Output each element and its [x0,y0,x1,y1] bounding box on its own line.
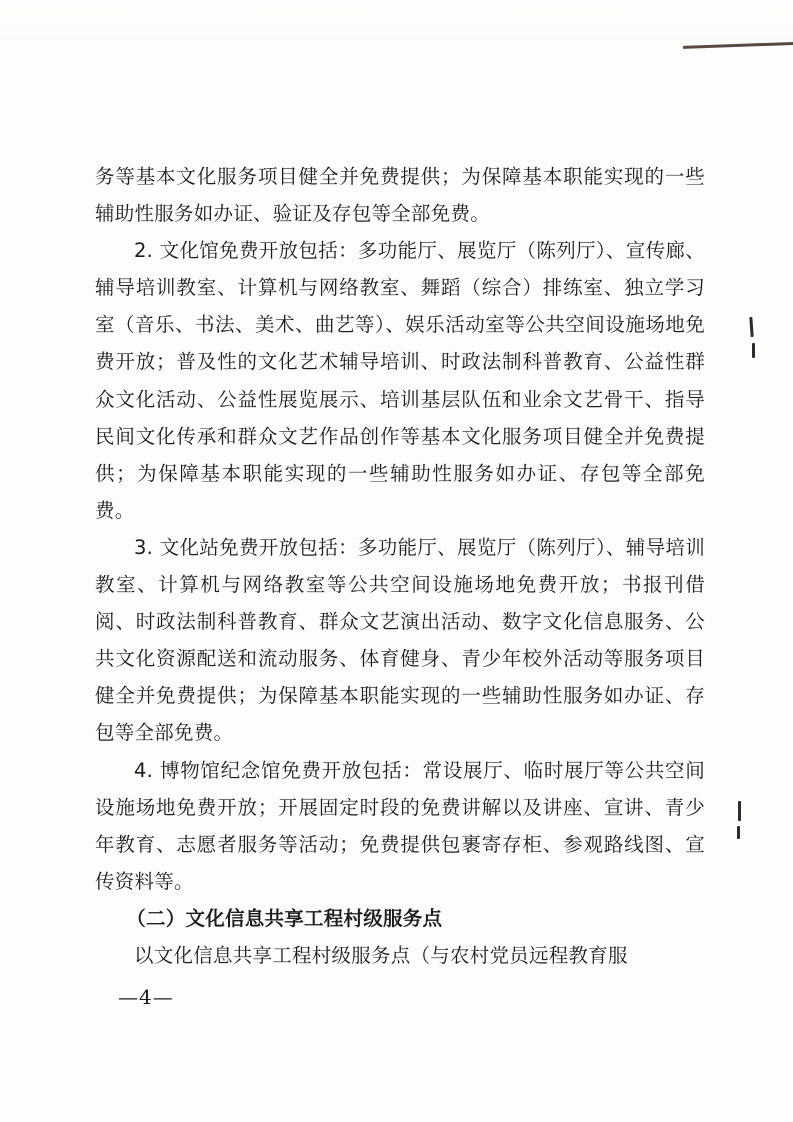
scan-corner-mark [683,42,793,49]
binding-mark [749,317,753,337]
paragraph-item-2: 2. 文化馆免费开放包括：多功能厅、展览厅（陈列厅）、宣传廊、辅导培训教室、计算机与网络教室、舞蹈（综合）排练室、独立学习室（音乐、书法、美术、曲艺等）、娱乐活动室等公共空间设施场地免费开放；普及性的文化艺术辅导培训、时政法制科普教育、公益性群众文化活动、公益性展览展示、培训基层队伍和业余文艺骨干、指导民间文化传承和群众文艺作品创作等基本文化服务项目健全并免费提供；为保障基本职能实现的一些辅助性服务如办证、存包等全部免费。 [95,239,705,522]
section-heading: （二）文化信息共享工程村级服务点 [126,906,443,930]
paragraph-last: 以文化信息共享工程村级服务点（与农村党员远程教育服 [134,943,628,967]
page-number: —4— [118,985,174,1009]
binding-mark [752,343,755,358]
paragraph-item-3: 3. 文化站免费开放包括：多功能厅、展览厅（陈列厅）、辅导培训教室、计算机与网络教室等公共空间设施场地免费开放；书报刊借阅、时政法制科普教育、群众文艺演出活动、数字文化信息服务、公共文化资源配送和流动服务、体育健身、青少年校外活动等服务项目健全并免费提供；为保障基本职能实现的一些辅助性服务如办证、存包等全部免费。 [95,535,705,745]
scan-top-edge [0,0,793,40]
paragraph-continuation: 务等基本文化服务项目健全并免费提供；为保障基本职能实现的一些辅助性服务如办证、验证及存包等全部免费。 [95,165,705,226]
paragraph-item-4: 4. 博物馆纪念馆免费开放包括：常设展厅、临时展厅等公共空间设施场地免费开放；开展固定时段的免费讲解以及讲座、宣讲、青少年教育、志愿者服务等活动；免费提供包裹寄存柜、参观路线图、宣传资料等。 [95,758,705,893]
binding-mark [737,826,740,839]
binding-mark [738,801,741,821]
document-body [95,158,705,974]
